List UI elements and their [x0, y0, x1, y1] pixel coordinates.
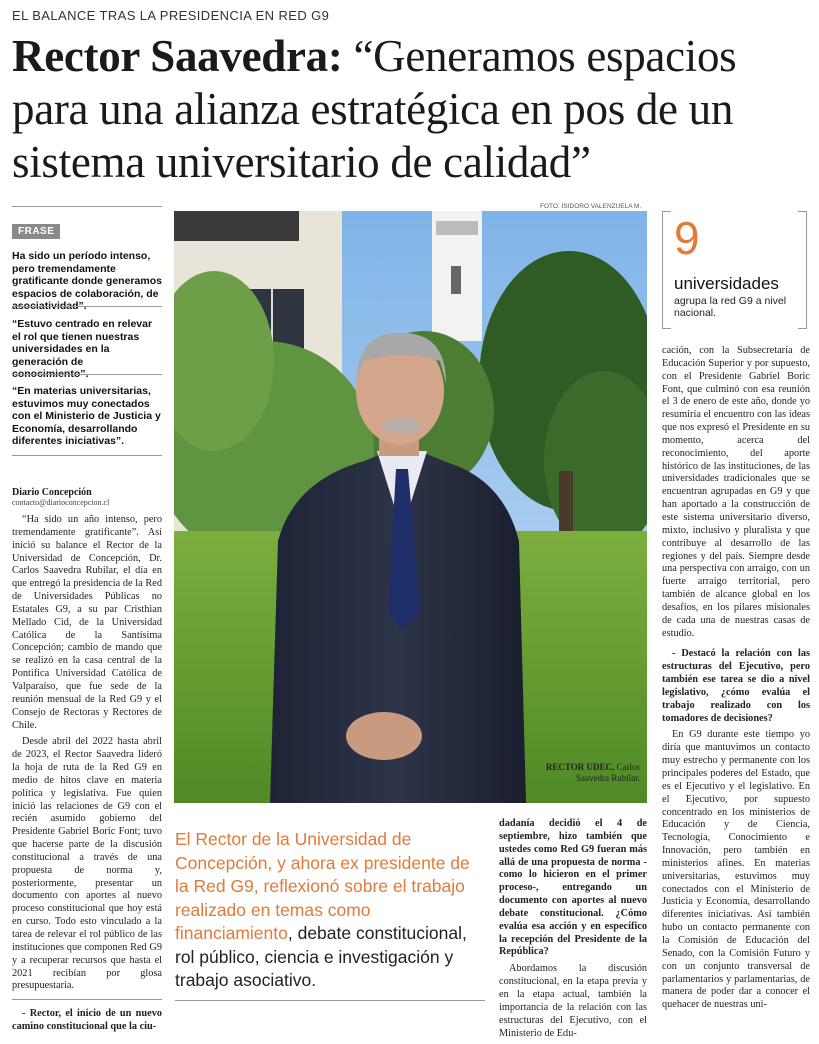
caption-bold: RECTOR UDEC, — [545, 762, 615, 772]
question: - Destacó la relación con las estructuras del Ejecutivo, pero también ese tarea se dio a nivel legislativo, ¿cómo evalúa el trabajo realizado con los tomadores de decisiones? — [662, 648, 810, 724]
frase-tag: FRASE — [12, 224, 60, 239]
question: dadanía decidió el 4 de septiembre, hizo también que ustedes como Red G9 fueran más allá de una propuesta de norma -como lo hicieron en el primer proceso-, entregando un documento con aportes al nuevo debate constitucional. ¿Cómo evalúa esa acción y en específico la recepción del Presidente de la República? — [499, 818, 647, 958]
stat-box — [662, 211, 807, 327]
frase-quote-1: Ha sido un período intenso, pero tremendamente gratificante donde generamos espacios de colaboración, de asociatividad”. — [12, 250, 162, 312]
pull-quote-rest: , debate constitucional, rol público, ciencia e investigación y trabajo asociativo. — [175, 923, 467, 990]
paragraph: cación, con la Subsecretaría de Educación Superior y por supuesto, con el Presidente Gabriel Boric Font, que culminó con esa reunión el 3 de enero de este año, donde yo resumiría el encuentro con las ideas que nos expresó el Presidente en su momento, acerca del reconocimiento, del aporte histórico de las instituciones, de las universidades tradicionales que se encuentran agrupadas en G9 y que han aportado a la construcción de este sistema universitario diverso, mixto, inclusivo y pluralista y que contribuye al desarrollo de las regiones y del país. Siempre desde una perspectiva con arraigo, con un fuerte arraigo territorial, pero también de alcance global en los desafíos, en los pilares misionales de cada una de nuestras casas de estudio. — [662, 345, 810, 639]
byline-email: contacto@diarioconcepcion.cl — [12, 498, 110, 507]
paragraph: Desde abril del 2022 hasta abril de 2023, el Rector Saavedra lideró la hoja de ruta de la Red G9 en medio de hitos clave en materia política y legislativa. Fue quien inició las relaciones de G9 con el recién asumido gobierno del Presidente Gabriel Boric Font; tuvo que hacerse parte de la discusión constitucional a través de una propuesta de norma y, posteriormente, presentar un documento con aportes al nuevo proceso constitucional que hoy está en curso. Todo esto vinculado a la tarea de relevar el rol público de las instituciones que componen Red G9 y a recuperar recursos que hasta el 2021 recibían por glosa presupuestaria. — [12, 736, 162, 992]
article-column-3 — [662, 345, 810, 1016]
stat-number: 9 — [674, 212, 700, 264]
sidebar-top-rule — [12, 206, 162, 207]
photo-illustration — [174, 211, 647, 803]
paragraph: En G9 durante este tiempo yo diría que mantuvimos un contacto muy estrecho y permanente con los principales poderes del Estado, que es el Ejecutivo y el legislativo. En el Ejecutivo, por supuesto concentrado en los ministerios de Educación y de Ciencia, Tecnología, Conocimiento e Innovación, pero también en ministerios afines. En materias universitarias, estuvimos muy conectados con el Ministerio de Justicia y Economía, desarrollando diferentes iniciativas. Así también hubo un contacto permanente con la Comisión de Educación del Senado, con la Comisión Futuro y con un conjunto transversal de parlamentarios y parlamentarias, de manera de poder dar a conocer el quehacer de nuestras uni- — [662, 729, 810, 1011]
pull-quote-highlight: El Rector de la Universidad de Concepción, y ahora ex presidente de la Red G9, reflexionó sobre el trabajo realizado en temas como financiamiento — [175, 829, 470, 943]
pull-quote-rule — [175, 1000, 485, 1001]
stat-description: agrupa la red G9 a nivel nacional. — [674, 295, 787, 319]
bracket-left — [662, 211, 671, 329]
photo-credit: FOTO: ISIDORO VALENZUELA M. — [540, 203, 642, 210]
byline-name: Diario Concepción — [12, 487, 92, 498]
paragraph: Abordamos la discusión constitucional, en la etapa previa y en la etapa actual, también la importancia de la relación con las estructuras del Ejecutivo, con el Ministerio de Edu- — [499, 963, 647, 1039]
article-column-2 — [499, 818, 647, 1044]
frase-quote-3: “En materias universitarias, estuvimos muy conectados con el Ministerio de Justicia y Economía, desarrollando diferentes iniciativas”. — [12, 385, 161, 447]
quote-divider — [12, 374, 162, 375]
bracket-right — [798, 211, 807, 329]
paragraph: “Ha sido un año intenso, pero tremendamente gratificante”. Así inició su balance el Rector de la Universidad de Concepción, Dr. Carlos Saavedra Rubilar, el día en que entregó la presidencia de la Red de Universidades Públicas no Estatales G9, a su par Cristhian Mellado Cid, de la Universidad Católica de la Santísima Concepción; cambio de mando que se realizó en la casa central de la Pontifica Universidad Católica de Valparaíso, que fue sede de la reunión mensual de la Red G9 y el Consejo de Rectoras y Rectores de Chile. — [12, 514, 162, 731]
headline-rest: “Generamos espacios para una alianza estratégica en pos de un sistema universitario de calidad” — [12, 31, 737, 187]
question: - Rector, el inicio de un nuevo camino constitucional que la ciu- — [12, 999, 162, 1034]
frase-quote-2: “Estuvo centrado en relevar el rol que tienen nuestras universidades en la generación de conocimiento”. — [12, 318, 153, 380]
caption-rest: Carlos Saavedra Rubilar. — [576, 762, 640, 783]
article-column-1 — [12, 514, 162, 1038]
photo-caption — [530, 762, 640, 784]
rector-photo — [174, 211, 647, 803]
section-kicker: EL BALANCE TRAS LA PRESIDENCIA EN RED G9 — [12, 8, 330, 23]
headline — [12, 30, 812, 189]
headline-bold: Rector Saavedra: — [12, 31, 343, 81]
pull-quote — [175, 828, 485, 993]
stat-label: universidades — [674, 274, 779, 293]
quote-divider — [12, 455, 162, 456]
quote-divider — [12, 306, 162, 307]
